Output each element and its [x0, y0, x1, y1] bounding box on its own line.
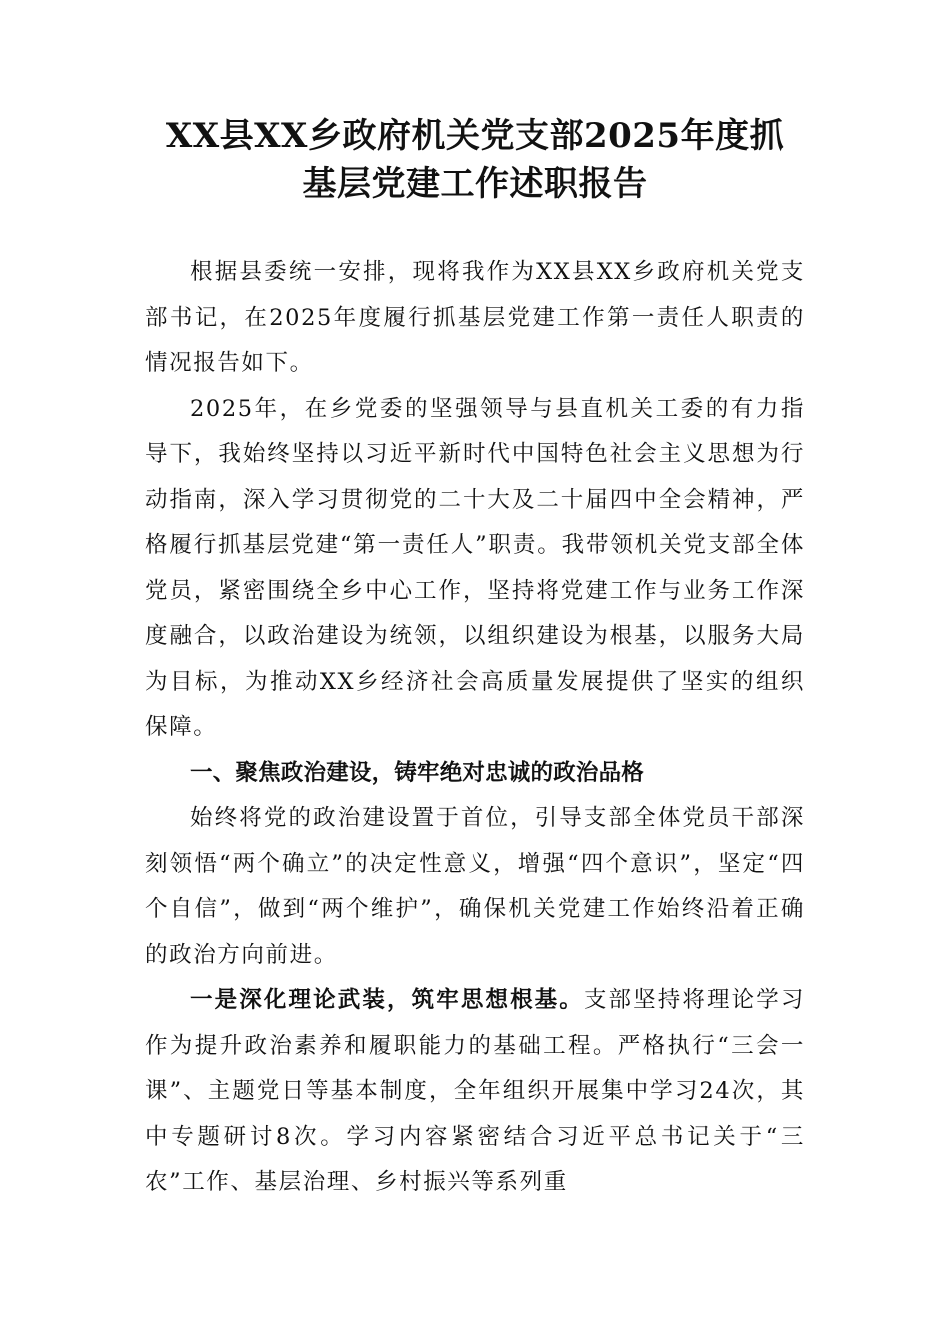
intro-paragraph: 根据县委统一安排，现将我作为XX县XX乡政府机关党支部书记，在2025年度履行抓基层党建工作第一责任人职责的情况报告如下。: [145, 259, 805, 376]
item-1-text: 支部坚持将理论学习作为提升政治素养和履职能力的基础工程。严格执行“三会一课”、主题党日等基本制度，全年组织开展集中学习24次，其中专题研讨8次。学习内容紧密结合习近平总书记关于“三农”工作、基层治理、乡村振兴等系列重: [145, 987, 805, 1195]
document-title: [120, 112, 830, 208]
title-line-1: XX县XX乡政府机关党支部2025年度抓: [165, 116, 785, 156]
item-1-lead: 一是深化理论武装，筑牢思想根基。: [190, 987, 584, 1013]
document-body: [145, 250, 805, 1206]
section-1-intro-paragraph: 始终将党的政治建设置于首位，引导支部全体党员干部深刻领悟“两个确立”的决定性意义，增强“四个意识”，坚定“四个自信”，做到“两个维护”，确保机关党建工作始终沿着正确的政治方向前进。: [145, 805, 805, 968]
title-line-2: 基层党建工作述职报告: [302, 164, 648, 204]
item-1-paragraph: [145, 978, 805, 1206]
overview-paragraph: 2025年，在乡党委的坚强领导与县直机关工委的有力指导下，我始终坚持以习近平新时代中国特色社会主义思想为行动指南，深入学习贯彻党的二十大及二十届四中全会精神，严格履行抓基层党建“第一责任人”职责。我带领机关党支部全体党员，紧密围绕全乡中心工作，坚持将党建工作与业务工作深度融合，以政治建设为统领，以组织建设为根基，以服务大局为目标，为推动XX乡经济社会高质量发展提供了坚实的组织保障。: [145, 395, 805, 740]
section-heading-1: 一、聚焦政治建设，铸牢绝对忠诚的政治品格: [190, 759, 645, 786]
